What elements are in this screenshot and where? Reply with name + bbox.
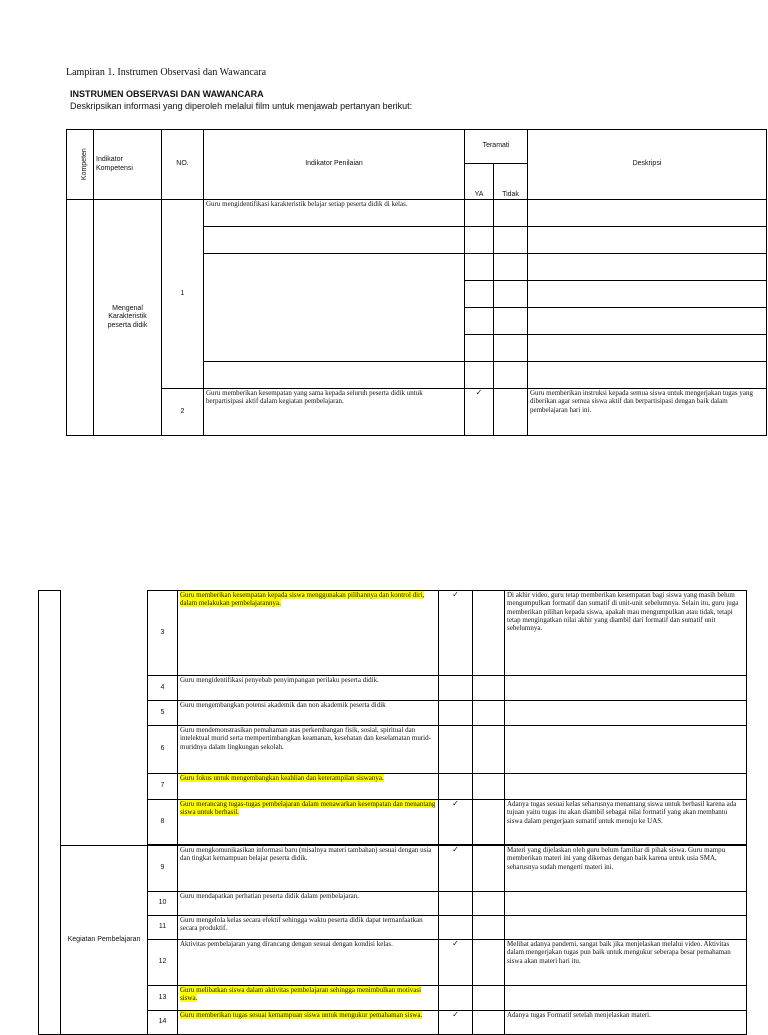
description-cell: Di akhir video, guru tetap memberikan kesempatan bagi siswa yang masih belum mengumpulkan formatif dan sumatif di unit-unit sebelumnya. Selain itu, guru juga memberikan pilihan kepada siswa, apakah mau mengumpulkan atau tidak, tetapi tetap mengingatkan nilai akhir yang diambil dari formatif dan sumatif unit sebelumnya.	[505, 591, 747, 676]
description-cell	[528, 308, 767, 335]
tidak-cell	[473, 701, 505, 726]
tidak-cell	[473, 800, 505, 845]
kompetensi-spacer-cell	[39, 591, 61, 1035]
ya-cell	[439, 986, 473, 1011]
tidak-cell	[494, 308, 528, 335]
ya-cell	[465, 335, 494, 362]
indicator-cell: Aktivitas pembelajaran yang dirancang dengan sesuai dengan kondisi kelas.	[178, 940, 439, 986]
indicator-cell-empty	[204, 362, 465, 389]
row-number: 6	[148, 726, 178, 774]
indicator-cell: Guru mengidentifikasi penyebab penyimpangan perilaku peserta didik.	[178, 676, 439, 701]
check-icon: ✓	[439, 846, 473, 892]
header-teramati: Teramati	[465, 130, 528, 164]
indicator-cell: Guru mengelola kelas secara efektif sehingga waktu peserta didik dapat termanfaatkan secara produktif.	[178, 916, 439, 940]
tidak-cell	[473, 846, 505, 892]
description-cell	[505, 676, 747, 701]
tidak-cell	[473, 986, 505, 1011]
tidak-cell	[473, 676, 505, 701]
description-cell	[505, 892, 747, 916]
ya-cell	[439, 726, 473, 774]
description-cell	[528, 281, 767, 308]
tidak-cell	[473, 591, 505, 676]
description-cell-2: Guru memberikan instruksi kepada semua siswa untuk mengerjakan tugas yang diberikan agar semua siswa aktif dan berpartisipasi dengan baik dalam pembelajaran hari ini.	[528, 389, 767, 436]
tidak-cell	[494, 227, 528, 254]
header-no: NO.	[162, 130, 204, 200]
header-indikator-penilaian: Indikator Penilaian	[204, 130, 465, 200]
observation-table-page2	[38, 590, 747, 1035]
instructions-text: Deskripsikan informasi yang diperoleh melalui film untuk menjawab pertanyan berikut:	[70, 101, 413, 111]
header-tidak: Tidak	[494, 164, 528, 200]
indicator-cell: Guru fokus untuk mengembangkan keahlian dan keterampilan siswanya.	[178, 774, 439, 800]
ya-cell	[465, 281, 494, 308]
ya-cell	[439, 916, 473, 940]
check-icon: ✓	[439, 1011, 473, 1035]
row-number: 9	[148, 846, 178, 892]
row-number: 5	[148, 701, 178, 726]
tidak-cell	[494, 362, 528, 389]
kompetensi-continued-cell	[61, 591, 148, 846]
tidak-cell	[473, 726, 505, 774]
tidak-cell	[473, 774, 505, 800]
ya-cell	[465, 227, 494, 254]
instrument-heading: INSTRUMEN OBSERVASI DAN WAWANCARA	[70, 89, 264, 99]
row-number: 4	[148, 676, 178, 701]
observation-table-page1	[66, 129, 767, 436]
header-ya: YA	[465, 164, 494, 200]
description-cell	[505, 726, 747, 774]
indicator-cell-empty	[204, 254, 465, 362]
check-icon: ✓	[439, 800, 473, 845]
ya-cell	[465, 200, 494, 227]
indicator-cell-empty	[204, 227, 465, 254]
ya-cell	[465, 362, 494, 389]
row-number: 7	[148, 774, 178, 800]
indicator-cell: Guru mendemonstrasikan pemahaman atas perkembangan fisik, sosial, spiritual dan intelektual murid serta mempertimbangkan keamanan, kesehatan dan keselamatan murid-muridnya dalam lingkungan sekolah.	[178, 726, 439, 774]
tidak-cell	[494, 200, 528, 227]
indicator-cell: Guru melibatkan siswa dalam aktivitas pembelajaran sehingga menimbulkan motivasi siswa.	[178, 986, 439, 1011]
ya-cell	[465, 308, 494, 335]
ya-cell	[439, 774, 473, 800]
tidak-cell	[473, 892, 505, 916]
row-number: 12	[148, 940, 178, 986]
indicator-cell: Guru memberikan tugas sesuai kemampuan siswa untuk mengukur pemahaman siswa.	[178, 1011, 439, 1035]
indicator-cell-2: Guru memberikan kesempatan yang sama kepada seluruh peserta didik untuk berpartisipasi aktif dalam kegiatan pembelajaran.	[204, 389, 465, 436]
indicator-cell: Guru memberikan kesempatan kepada siswa menggunakan pilihannya dan kontrol diri, dalam melakukan pembelajarannya.	[178, 591, 439, 676]
header-kompetensi: Kompeten	[67, 130, 94, 200]
row-number: 3	[148, 591, 178, 676]
indicator-cell: Guru mengkomunikasikan informasi baru (misalnya materi tambahan) sesuai dengan usia dan tingkat kemampuan belajar peserta didik.	[178, 846, 439, 892]
description-cell	[528, 227, 767, 254]
description-cell	[528, 200, 767, 227]
row-number-1: 1	[162, 200, 204, 389]
tidak-cell	[494, 254, 528, 281]
description-cell	[505, 916, 747, 940]
check-icon: ✓	[439, 940, 473, 986]
description-cell	[505, 701, 747, 726]
tidak-cell	[473, 940, 505, 986]
indicator-cell: Guru merancang tugas-tugas pembelajaran dalam menawarkan kesempatan dan menantang siswa untuk berhasil.	[178, 800, 439, 845]
check-icon: ✓	[439, 591, 473, 676]
tidak-cell	[494, 281, 528, 308]
indicator-cell: Guru mendapatkan perhatian peserta didik dalam pembelajaran.	[178, 892, 439, 916]
description-cell	[505, 986, 747, 1011]
row-number: 14	[148, 1011, 178, 1035]
description-cell	[528, 362, 767, 389]
description-cell: Adanya tugas Formatif setelah menjelaskan materi.	[505, 1011, 747, 1035]
description-cell: Melihat adanya pandemi, sangat baik jika menjelaskan melalui video. Aktivitas dalam mengerjakan tugas pun baik untuk mengukur seberapa besar pemahaman siswa akan materi hari itu.	[505, 940, 747, 986]
header-indikator-kompetensi: Indikator Kompetensi	[94, 130, 162, 200]
row-number: 10	[148, 892, 178, 916]
row-number: 13	[148, 986, 178, 1011]
tidak-cell	[494, 389, 528, 436]
kompetensi-spacer-cell	[67, 200, 94, 436]
ya-cell	[439, 701, 473, 726]
check-icon: ✓	[465, 389, 494, 436]
ya-cell	[439, 676, 473, 701]
ya-cell	[439, 892, 473, 916]
tidak-cell	[473, 1011, 505, 1035]
row-number: 11	[148, 916, 178, 940]
description-cell	[528, 254, 767, 281]
indicator-cell: Guru mengembangkan potensi akademik dan non akademik peserta didik	[178, 701, 439, 726]
row-number: 8	[148, 800, 178, 845]
kompetensi-label-1: Mengenal Karakteristik peserta didik	[94, 200, 162, 436]
page-title: Lampiran 1. Instrumen Observasi dan Wawancara	[66, 67, 267, 78]
description-cell: Materi yang dijelaskan oleh guru belum familiar di pihak siswa. Guru mampu memberikan materi ini yang dikemas dengan baik karena untuk usia SMA, seharusnya sudah mengerti materi ini.	[505, 846, 747, 892]
tidak-cell	[473, 916, 505, 940]
description-cell: Adanya tugas sesuai kelas seharusnya menantang siswa untuk berhasil karena ada tujuan yaitu tugas itu akan diambil sebagai nilai formatif yang akan membantu siswa dalam pengerjaan sumatif untuk menuju ke UAS.	[505, 800, 747, 845]
ya-cell	[465, 254, 494, 281]
description-cell	[528, 335, 767, 362]
tidak-cell	[494, 335, 528, 362]
row-number-2: 2	[162, 389, 204, 436]
header-deskripsi: Deskripsi	[528, 130, 767, 200]
kompetensi-label-2: Kegiatan Pembelajaran	[61, 846, 148, 1035]
description-cell	[505, 774, 747, 800]
indicator-cell-1: Guru mengidentifikasi karakteristik belajar setiap peserta didik di kelas.	[204, 200, 465, 227]
